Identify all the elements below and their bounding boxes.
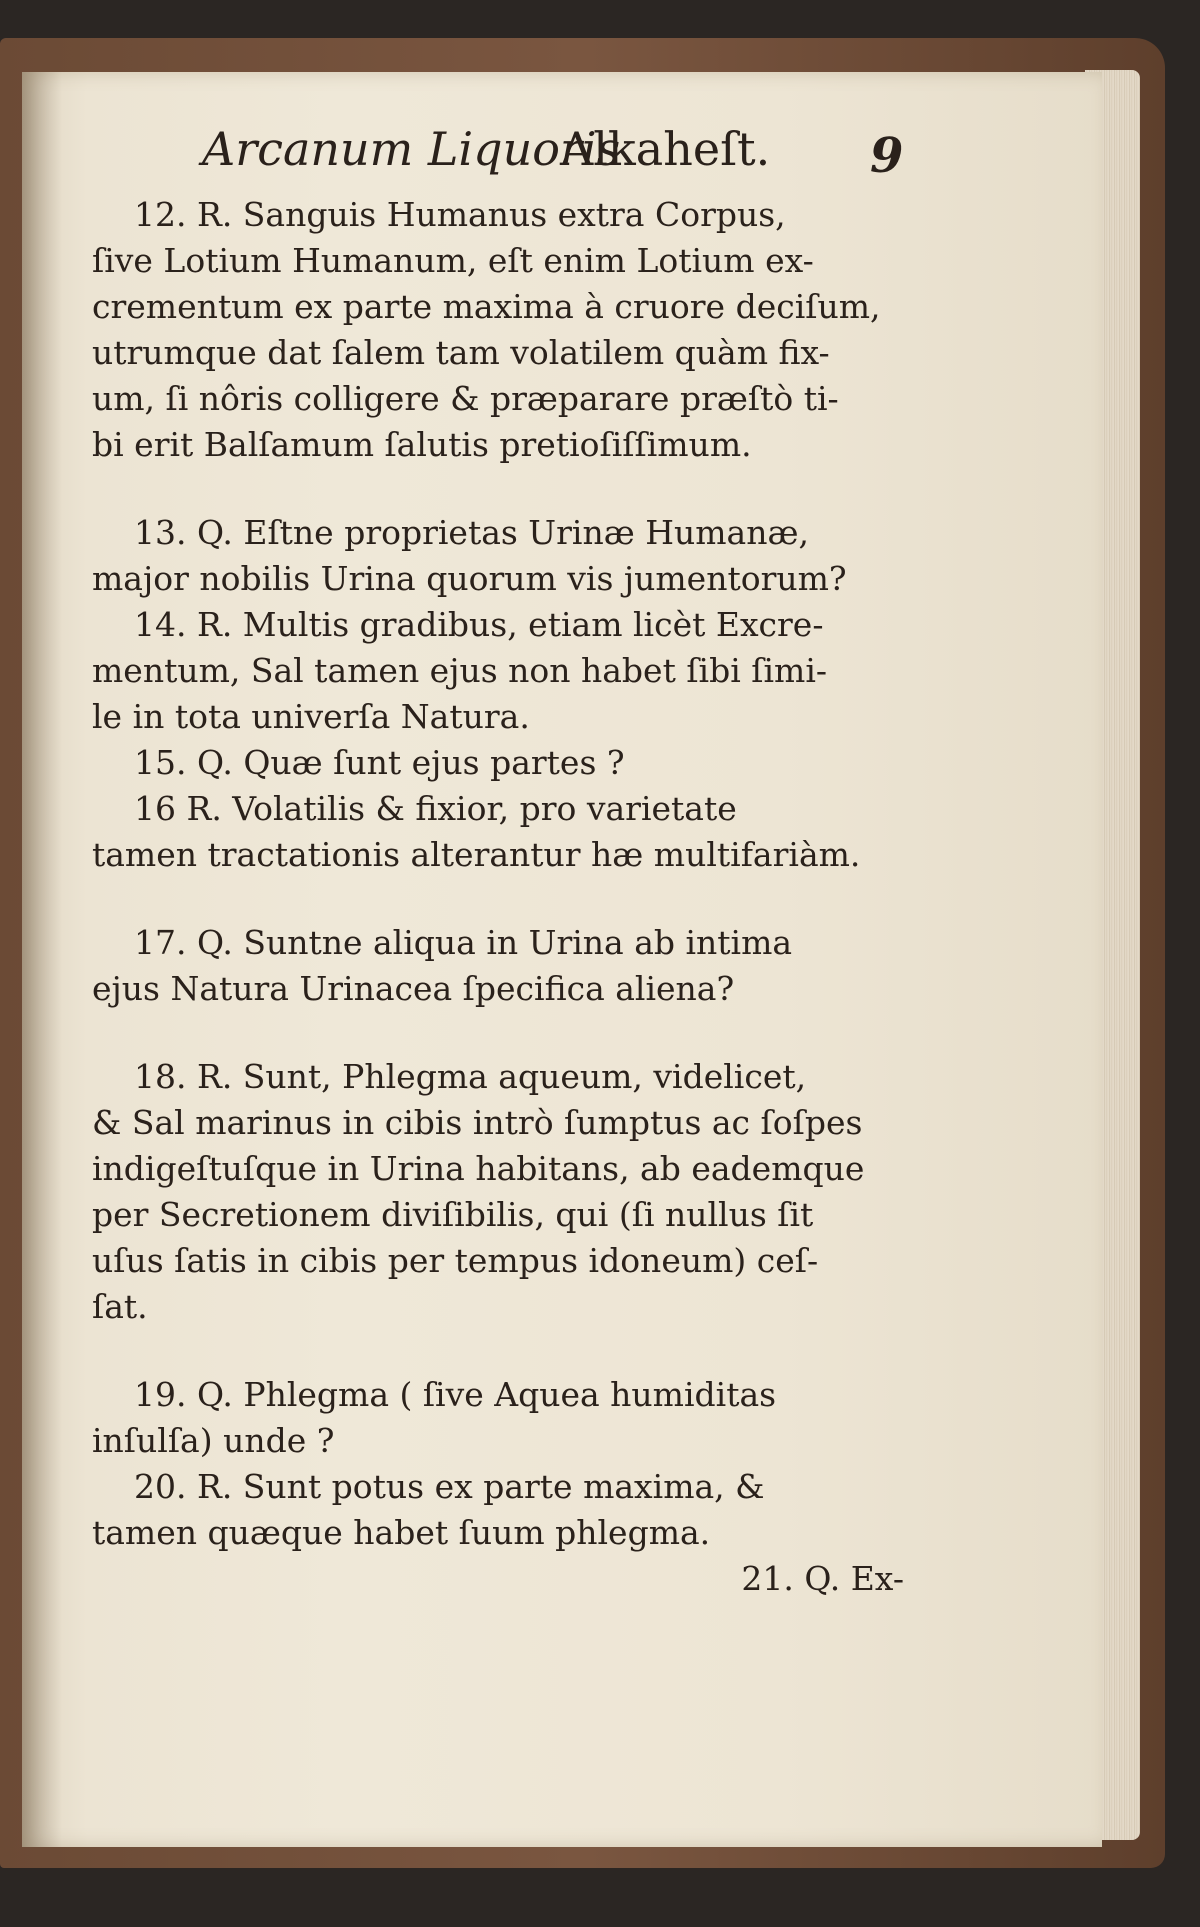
entry-17: [92, 920, 912, 1012]
text-line: 13. Q. Eſtne proprietas Urinæ Humanæ,: [134, 513, 809, 552]
text-line: 19. Q. Phlegma ( ſive Aquea humiditas: [134, 1375, 777, 1414]
text-line: inſulſa) unde ?: [92, 1421, 335, 1460]
entry-16: [92, 786, 912, 878]
text-line: 14. R. Multis gradibus, etiam licèt Excre-: [134, 605, 824, 644]
text-line: le in tota univerſa Natura.: [92, 697, 530, 736]
spine-shadow: [22, 72, 62, 1847]
text-line: mentum, Sal tamen ejus non habet ſibi ſimi-: [92, 651, 828, 690]
entry-13: [92, 510, 912, 602]
text-line: 18. R. Sunt, Phlegma aqueum, videlicet,: [134, 1057, 807, 1096]
catchword: 21. Q. Ex-: [741, 1559, 904, 1598]
text-line: major nobilis Urina quorum vis jumentorum?: [92, 559, 847, 598]
text-line: tamen quæque habet ſuum phlegma.: [92, 1513, 711, 1552]
catchword-line: [92, 1556, 912, 1602]
page-text: [92, 122, 912, 1602]
text-line: 20. R. Sunt potus ex parte maxima, &: [134, 1467, 765, 1506]
text-line: um, ſi nôris colligere & præparare præſtò ti-: [92, 379, 839, 418]
page-number: 9: [870, 128, 904, 184]
text-line: crementum ex parte maxima à cruore deciſum,: [92, 287, 881, 326]
text-line: 12. R. Sanguis Humanus extra Corpus,: [134, 195, 786, 234]
header-title-roman: Alkaheſt.: [560, 122, 771, 176]
entry-18: [92, 1054, 912, 1330]
text-line: & Sal marinus in cibis intrò ſumptus ac ſoſpes: [92, 1103, 863, 1142]
entry-12: [92, 192, 912, 468]
text-line: 16 R. Volatilis & fixior, pro varietate: [134, 789, 737, 828]
header-title-italic: Arcanum Liquoris: [202, 122, 621, 176]
text-line: tamen tractationis alterantur hæ multifariàm.: [92, 835, 861, 874]
text-line: ſive Lotium Humanum, eſt enim Lotium ex-: [92, 241, 814, 280]
text-line: ejus Natura Urinacea ſpecifica aliena?: [92, 969, 735, 1008]
entry-15: [92, 740, 912, 786]
entry-19: [92, 1372, 912, 1464]
entry-20: [92, 1464, 912, 1556]
text-line: utrumque dat ſalem tam volatilem quàm fix-: [92, 333, 830, 372]
text-line: bi erit Balſamum ſalutis pretioſiſſimum.: [92, 425, 752, 464]
text-line: per Secretionem diviſibilis, qui (ſi nullus ſit: [92, 1195, 814, 1234]
entry-14: [92, 602, 912, 740]
text-line: 15. Q. Quæ ſunt ejus partes ?: [134, 743, 625, 782]
text-line: ſat.: [92, 1287, 148, 1326]
book-page: [22, 72, 1102, 1847]
running-header: [92, 122, 912, 192]
text-line: uſus ſatis in cibis per tempus idoneum) ceſ-: [92, 1241, 819, 1280]
text-line: indigeſtuſque in Urina habitans, ab eademque: [92, 1149, 865, 1188]
text-line: 17. Q. Suntne aliqua in Urina ab intima: [134, 923, 793, 962]
